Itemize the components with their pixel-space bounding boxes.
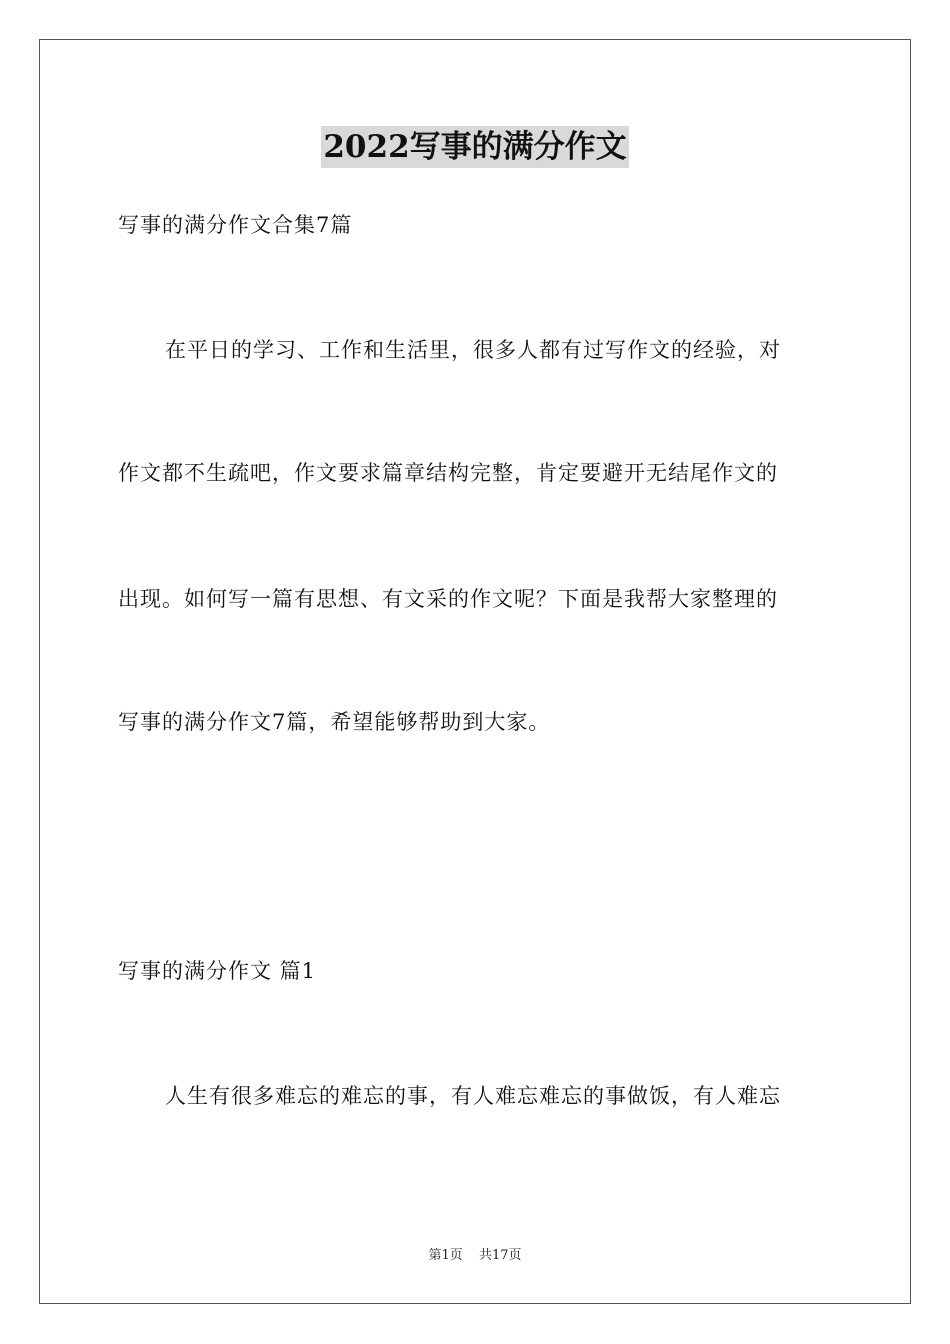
intro-line-4: 写事的满分作文7篇，希望能够帮助到大家。 <box>118 710 551 734</box>
document-subtitle: 写事的满分作文合集7篇 <box>118 213 353 237</box>
page-total: 共17页 <box>478 1248 522 1263</box>
document-title: 2022写事的满分作文 <box>321 126 628 168</box>
page-footer <box>0 1247 950 1265</box>
section-heading: 写事的满分作文 篇1 <box>118 959 317 983</box>
page-number: 第1页 <box>428 1248 463 1263</box>
intro-line-3: 出现。如何写一篇有思想、有文采的作文呢？下面是我帮大家整理的 <box>118 587 778 611</box>
title-container <box>0 126 950 168</box>
section-line-1: 人生有很多难忘的难忘的事，有人难忘难忘的事做饭，有人难忘 <box>165 1084 781 1108</box>
intro-line-2: 作文都不生疏吧，作文要求篇章结构完整，肯定要避开无结尾作文的 <box>118 461 778 485</box>
intro-line-1: 在平日的学习、工作和生活里，很多人都有过写作文的经验，对 <box>165 338 781 362</box>
